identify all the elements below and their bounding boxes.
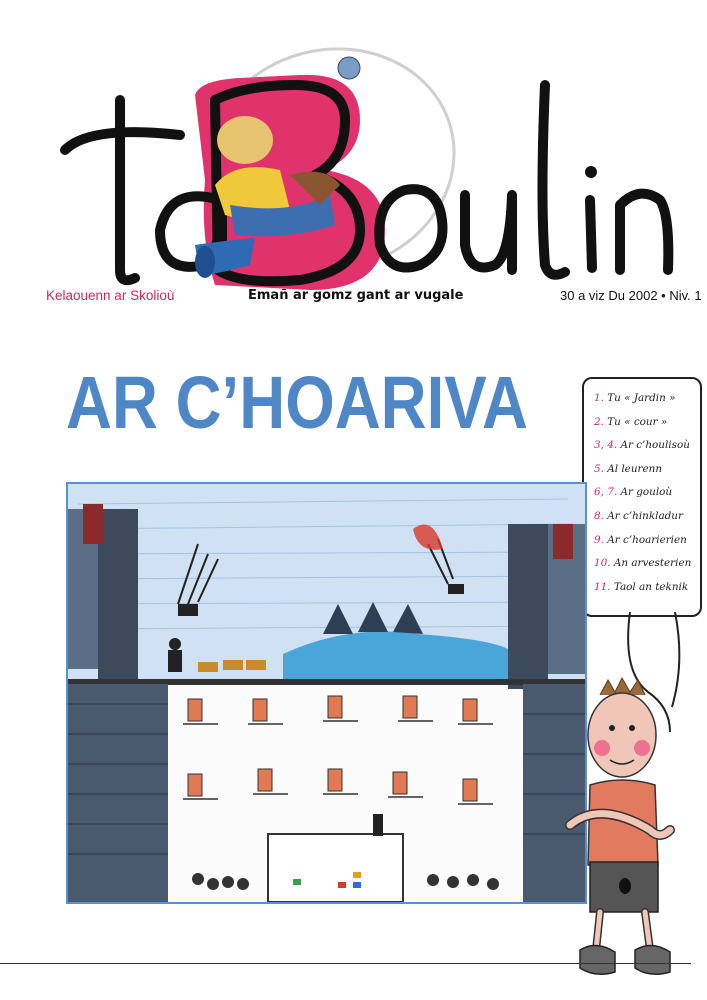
theater-drawing-illustration [68,484,585,902]
toc-item [594,481,700,505]
masthead-logo [0,0,707,300]
toc-item [594,411,700,435]
toc-number: 10. [594,557,611,570]
toc-label: Ar c’hinkladur [607,509,683,522]
boy-character [560,600,707,1000]
toc-item [594,552,700,576]
toc-item [594,387,700,411]
toc-number: 3, 4. [594,439,618,452]
toc-item [594,505,700,529]
toc-label: Taol an teknik [613,580,689,593]
toc-number: 11. [594,580,611,593]
headline: AR C’HOARIVA [66,361,528,444]
toc-label: Tu « Jardin » [607,392,676,404]
toc-item [594,576,700,600]
subtitle-center: Emañ ar gomz gant ar vugale [248,288,464,303]
subtitle-left: Kelaouenn ar Skolioù [46,288,175,303]
toc-number: 1. [594,392,604,404]
toc-item [594,529,700,553]
toc-label: Ar c’houlisoù [620,439,690,452]
bottom-rule [0,963,691,964]
toc-item [594,434,700,458]
toc-label: Ar c’hoarierien [607,533,687,546]
toc-number: 8. [594,509,604,522]
toc-label: Tu « cour » [607,415,668,428]
toc-label: Al leurenn [607,462,663,475]
toc-label: An arvesterien [613,557,692,570]
toc-number: 6, 7. [594,486,618,499]
table-of-contents [582,377,702,617]
theater-drawing [66,482,587,904]
toc-number: 9. [594,533,604,546]
toc-item [594,458,700,482]
issue-date-number: 30 a viz Du 2002 • Niv. 1 [560,288,702,303]
toc-label: Ar gouloù [620,486,673,499]
toc-number: 5. [594,462,604,475]
toc-number: 2. [594,415,604,428]
